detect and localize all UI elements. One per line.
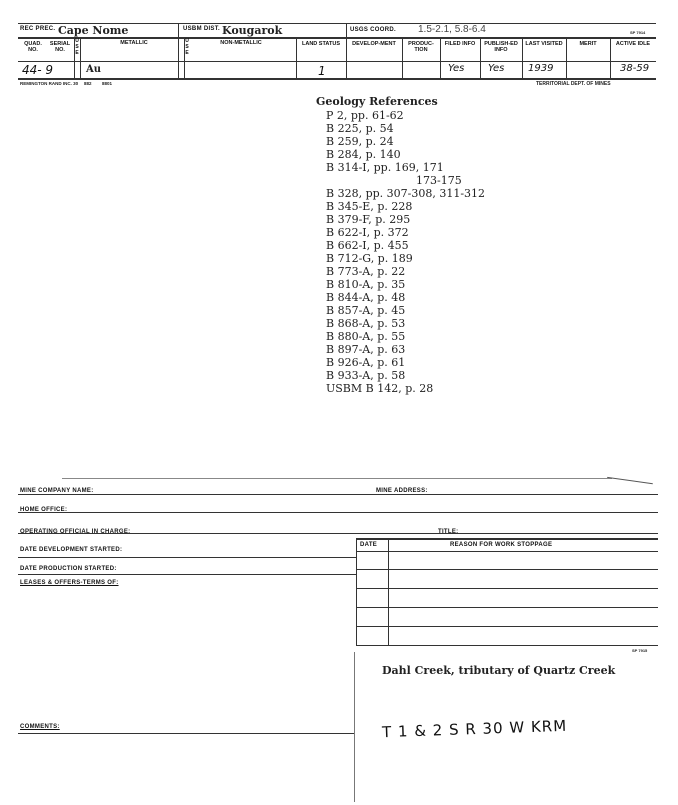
home-office-label: HOME OFFICE: (20, 507, 68, 513)
reference-item: B 314-I, pp. 169, 171 (326, 161, 444, 174)
comments-label: COMMENTS: (20, 724, 60, 730)
rule (440, 37, 441, 78)
dept-line: TERRITORIAL DEPT. OF MINES (536, 81, 611, 87)
usgs-coord-value: 1.5-2.1, 5.8-6.4 (418, 24, 486, 35)
col-last-visited: LAST VISITED (525, 41, 563, 47)
col-published-info: PUBLISH-ED INFO (484, 41, 518, 53)
col-non-metallic: NON-METALLIC (220, 40, 262, 46)
form-code: SP 7914 (630, 30, 646, 35)
cell-filed-info: Yes (448, 63, 465, 74)
col-filed-info: FILED INFO (444, 41, 476, 47)
date-column-header: DATE (360, 542, 378, 548)
rule (356, 588, 658, 589)
reference-item: B 926-A, p. 61 (326, 356, 406, 369)
rule (522, 37, 523, 78)
rule (388, 538, 389, 645)
reference-item: B 259, p. 24 (326, 135, 394, 148)
cell-published-info: Yes (488, 63, 505, 74)
form-code-2: SP 7915 (632, 648, 648, 653)
col-development: DEVELOP-MENT (352, 41, 396, 47)
col-land-status: LAND STATUS (302, 41, 340, 47)
col-use-code-2: U S E (185, 38, 189, 56)
rule (18, 494, 658, 495)
rule (178, 23, 179, 37)
rule (480, 37, 481, 78)
leases-label: LEASES & OFFERS-TERMS OF: (20, 580, 119, 586)
reference-item: B 662-I, p. 455 (326, 239, 409, 252)
rule (356, 538, 658, 540)
usgs-coord-label: USGS COORD. (350, 27, 396, 33)
title-label: TITLE: (438, 529, 459, 535)
reference-item: B 622-I, p. 372 (326, 226, 409, 239)
rule (354, 652, 355, 802)
cell-quad-no: 44- 9 (22, 63, 54, 77)
reference-item: B 897-A, p. 63 (326, 343, 406, 356)
rule (18, 78, 656, 80)
rule (356, 551, 658, 552)
rule (346, 23, 347, 37)
rule (178, 37, 179, 78)
reference-item: B 880-A, p. 55 (326, 330, 406, 343)
mine-address-label: MINE ADDRESS: (376, 488, 428, 494)
cell-metallic: Au (86, 64, 102, 75)
col-serial-no: SERIAL NO. (49, 41, 71, 53)
reference-item: B 345-E, p. 228 (326, 200, 413, 213)
col-production: PRODUC-TION (408, 41, 434, 53)
date-development-started-label: DATE DEVELOPMENT STARTED: (20, 547, 123, 553)
reference-item: 173-175 (416, 174, 462, 187)
reference-item: B 225, p. 54 (326, 122, 394, 135)
rec-prec-value: Cape Nome (58, 24, 129, 37)
rule (356, 569, 658, 570)
rule (18, 574, 356, 575)
cell-active-idle: 38-59 (620, 63, 650, 74)
rule (356, 645, 658, 646)
col-use-code: U S E (75, 38, 79, 56)
reference-item: B 868-A, p. 53 (326, 317, 406, 330)
reason-column-header: REASON FOR WORK STOPPAGE (450, 542, 553, 548)
rec-prec-label: REC PREC. (20, 26, 56, 32)
col-active-idle: ACTIVE IDLE (615, 41, 651, 47)
reference-item: B 328, pp. 307-308, 311-312 (326, 187, 486, 200)
rule (18, 61, 656, 62)
rule (18, 512, 658, 513)
reference-item: B 857-A, p. 45 (326, 304, 406, 317)
rule (610, 37, 611, 78)
rule (80, 37, 81, 78)
cell-last-visited: 1939 (528, 63, 554, 74)
col-metallic: METALLIC (120, 40, 148, 46)
usbm-dist-value: Kougarok (222, 24, 283, 37)
reference-item: B 712-G, p. 189 (326, 252, 413, 265)
reference-item: B 933-A, p. 58 (326, 369, 406, 382)
usbm-dist-label: USBM DIST. (183, 26, 221, 32)
reference-item: USBM B 142, p. 28 (326, 382, 434, 395)
col-quad-no: QUAD. NO. (24, 41, 42, 53)
mine-company-name-label: MINE COMPANY NAME: (20, 488, 94, 494)
location-note: Dahl Creek, tributary of Quartz Creek (382, 664, 616, 677)
rule (356, 538, 357, 645)
col-merit: MERIT (579, 41, 597, 47)
rule (62, 478, 612, 479)
rule (356, 607, 658, 608)
printer-line: REMINGTON RAND INC. 30 (20, 81, 79, 86)
rule (296, 37, 297, 78)
reference-item: B 379-F, p. 295 (326, 213, 411, 226)
rule (18, 557, 356, 558)
township-note: T 1 & 2 S R 30 W KRM (381, 716, 568, 742)
rule (18, 37, 656, 39)
rule (346, 37, 347, 78)
rule (356, 626, 658, 627)
cell-land-status: 1 (318, 64, 326, 78)
printer-code-1: 882 (84, 81, 92, 86)
references-title: Geology References (316, 95, 438, 108)
operating-official-label: OPERATING OFFICIAL IN CHARGE: (20, 529, 131, 535)
reference-item: P 2, pp. 61-62 (326, 109, 404, 122)
reference-item: B 810-A, p. 35 (326, 278, 406, 291)
reference-item: B 284, p. 140 (326, 148, 401, 161)
reference-item: B 844-A, p. 48 (326, 291, 406, 304)
rule (18, 733, 354, 734)
date-production-started-label: DATE PRODUCTION STARTED: (20, 566, 117, 572)
printer-code-2: 8801 (102, 81, 113, 86)
rule (566, 37, 567, 78)
reference-item: B 773-A, p. 22 (326, 265, 406, 278)
rule (402, 37, 403, 78)
